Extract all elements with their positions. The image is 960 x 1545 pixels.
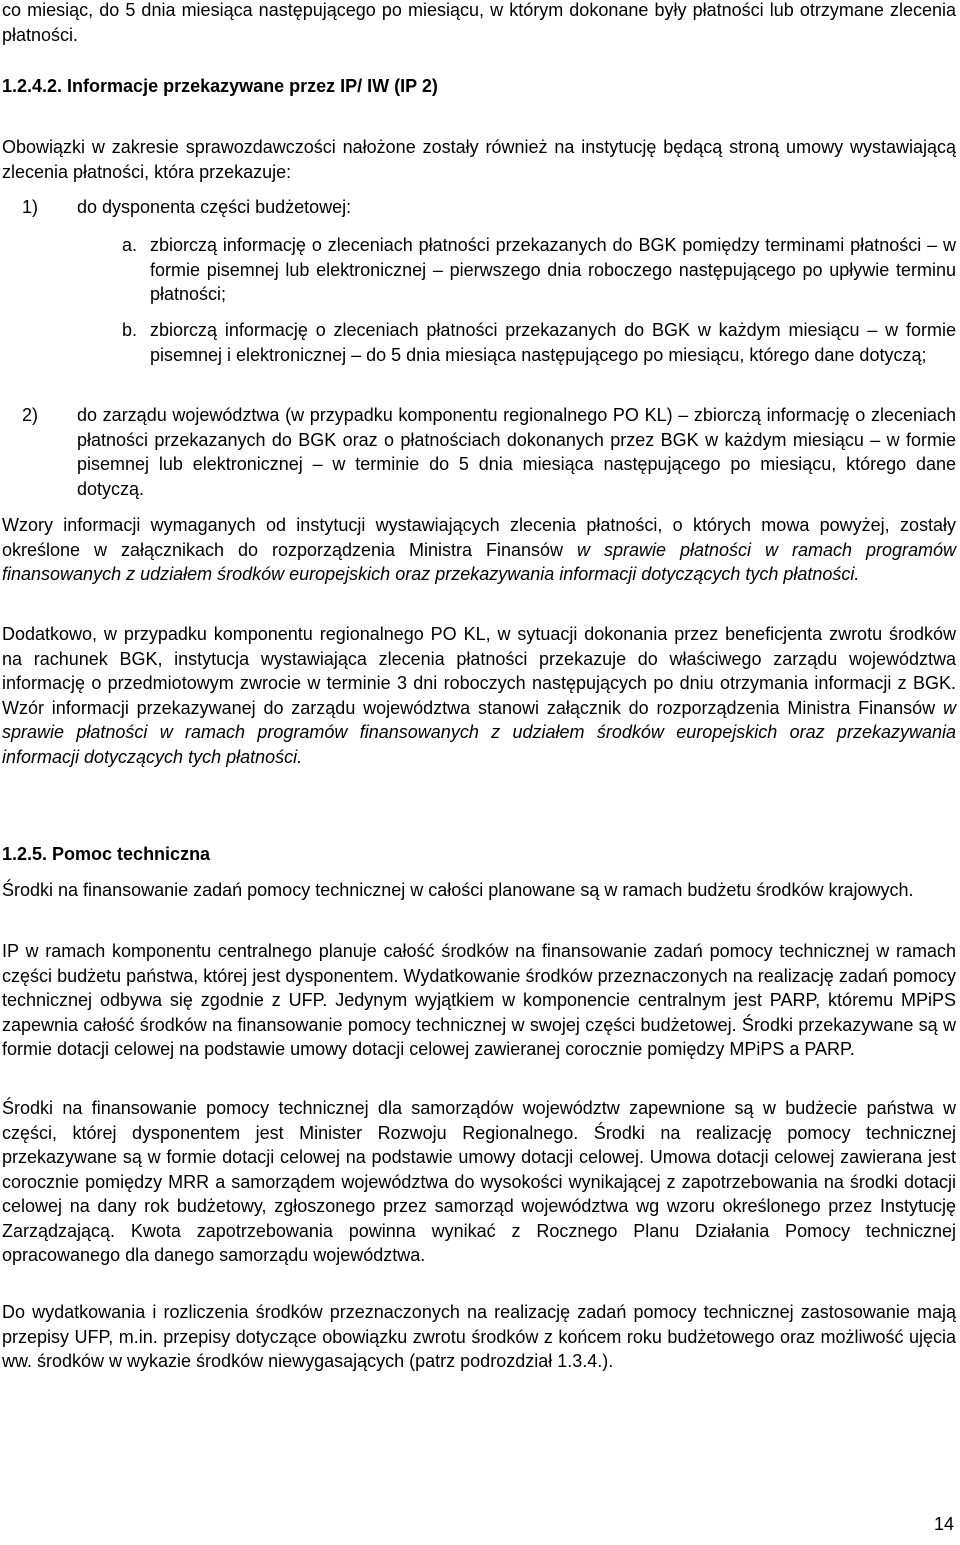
paragraph-tech-3: Środki na finansowanie pomocy technicznej dla samorządów województw zapewnione są w budżecie państwa w części, której dysponentem jest Minister Rozwoju Regionalnego. Środki na realizację pomocy technicznej przekazywane są w formie dotacji celowej na podstawie umowy dotacji celowej. Umowa dotacji celowej zawierana jest corocznie pomiędzy MRR a samorządem województwa do wysokości wynikającej z zapotrzebowania na środki dotacji celowej na dany rok budżetowy, zgłoszonego przez samorząd województwa wg wzoru określonego przez Instytucję Zarządzającą. Kwota zapotrzebowania powinna wynikać z Rocznego Planu Działania Pomocy technicznej opracowanego dla danego samorządu województwa.: [2, 1098, 956, 1265]
section-heading-1-2-4-2: 1.2.4.2. Informacje przekazywane przez IP/ IW (IP 2): [2, 76, 438, 96]
paragraph-text: Dodatkowo, w przypadku komponentu regionalnego PO KL, w sytuacji dokonania przez beneficjenta zwrotu środków na rachunek BGK, instytucja wystawiająca zlecenia płatności przekazuje do właściwego zarządu województwa informację o przedmiotowym zwrocie w terminie 3 dni roboczych następujących po dniu otrzymania informacji z BGK. Wzór informacji przekazywanej do zarządu województwa stanowi załącznik do rozporządzenia Ministra Finansów: [2, 624, 956, 718]
paragraph-dodatkowo: [2, 622, 956, 769]
sub-item-b: [122, 318, 956, 367]
paragraph-text: Wzory informacji wymaganych od instytucji wystawiających zlecenia płatności, o których mowa powyżej, zostały określone w załącznikach do rozporządzenia Ministra Finansów: [2, 515, 956, 560]
sub-item-letter: b.: [122, 320, 138, 340]
list-number: 1): [22, 197, 39, 217]
paragraph-tech-4: Do wydatkowania i rozliczenia środków przeznaczonych na realizację zadań pomocy technicznej zastosowanie mają przepisy UFP, m.in. przepisy dotyczące obowiązku zwrotu środków z końcem roku budżetowego oraz możliwość ujęcia ww. środków w wykazie środków niewygasających (patrz podrozdział 1.3.4.).: [2, 1302, 956, 1371]
lead-paragraph: Obowiązki w zakresie sprawozdawczości nałożone zostały również na instytucję będącą stroną umowy wystawiającą zlecenia płatności, która przekazuje:: [2, 137, 956, 182]
regulation-title: w sprawie płatności w ramach programów finansowanych z udziałem środków europejskich oraz przekazywania informacji dotyczących tych płatności.: [2, 697, 956, 767]
paragraph-wzory: [2, 513, 956, 587]
list-item-1: [2, 195, 956, 220]
sub-item-letter: a.: [122, 235, 138, 255]
list-number: 2): [22, 405, 39, 425]
regulation-title: w sprawie płatności w ramach programów finansowanych z udziałem środków europejskich oraz przekazywania informacji dotyczących tych płatności.: [2, 539, 956, 584]
section-heading-1-2-5: 1.2.5. Pomoc techniczna: [2, 844, 211, 864]
list-item-2: [2, 403, 956, 501]
list-item-text: do dysponenta części budżetowej:: [77, 197, 352, 217]
sub-item-text: zbiorczą informację o zleceniach płatności przekazanych do BGK pomiędzy terminami płatności – w formie pisemnej lub elektronicznej – pierwszego dnia roboczego następującego po upływie terminu płatności;: [150, 235, 956, 304]
sub-item-text: zbiorczą informację o zleceniach płatności przekazanych do BGK w każdym miesiącu – w formie pisemnej i elektronicznej – do 5 dnia miesiąca następującego po miesiącu, którego dane dotyczą;: [150, 320, 956, 365]
page-number: 14: [933, 1514, 954, 1534]
paragraph-tech-2: IP w ramach komponentu centralnego planuje całość środków na finansowanie zadań pomocy technicznej w ramach części budżetu państwa, której jest dysponentem. Wydatkowanie środków przeznaczonych na realizację zadań pomocy technicznej odbywa się zgodnie z UFP. Jedynym wyjątkiem w komponencie centralnym jest PARP, któremu MPiPS zapewnia całość środków na finansowanie pomocy technicznej w swojej części budżetowej. Środki przekazywane są w formie dotacji celowej na podstawie umowy dotacji celowej zawieranej corocznie pomiędzy MPiPS a PARP.: [2, 941, 956, 1059]
list-item-text: do zarządu województwa (w przypadku komponentu regionalnego PO KL) – zbiorczą informację o zleceniach płatności przekazanych do BGK oraz o płatnościach dokonanych przez BGK w każdym miesiącu – w formie pisemnej lub elektronicznej – w terminie do 5 dnia miesiąca następującego po miesiącu, którego dane dotyczą.: [77, 405, 956, 499]
intro-paragraph: co miesiąc, do 5 dnia miesiąca następującego po miesiącu, w którym dokonane były płatności lub otrzymane zlecenia płatności.: [2, 0, 956, 45]
sub-item-a: [122, 233, 956, 307]
paragraph-tech-1: Środki na finansowanie zadań pomocy technicznej w całości planowane są w ramach budżetu środków krajowych.: [2, 880, 914, 900]
